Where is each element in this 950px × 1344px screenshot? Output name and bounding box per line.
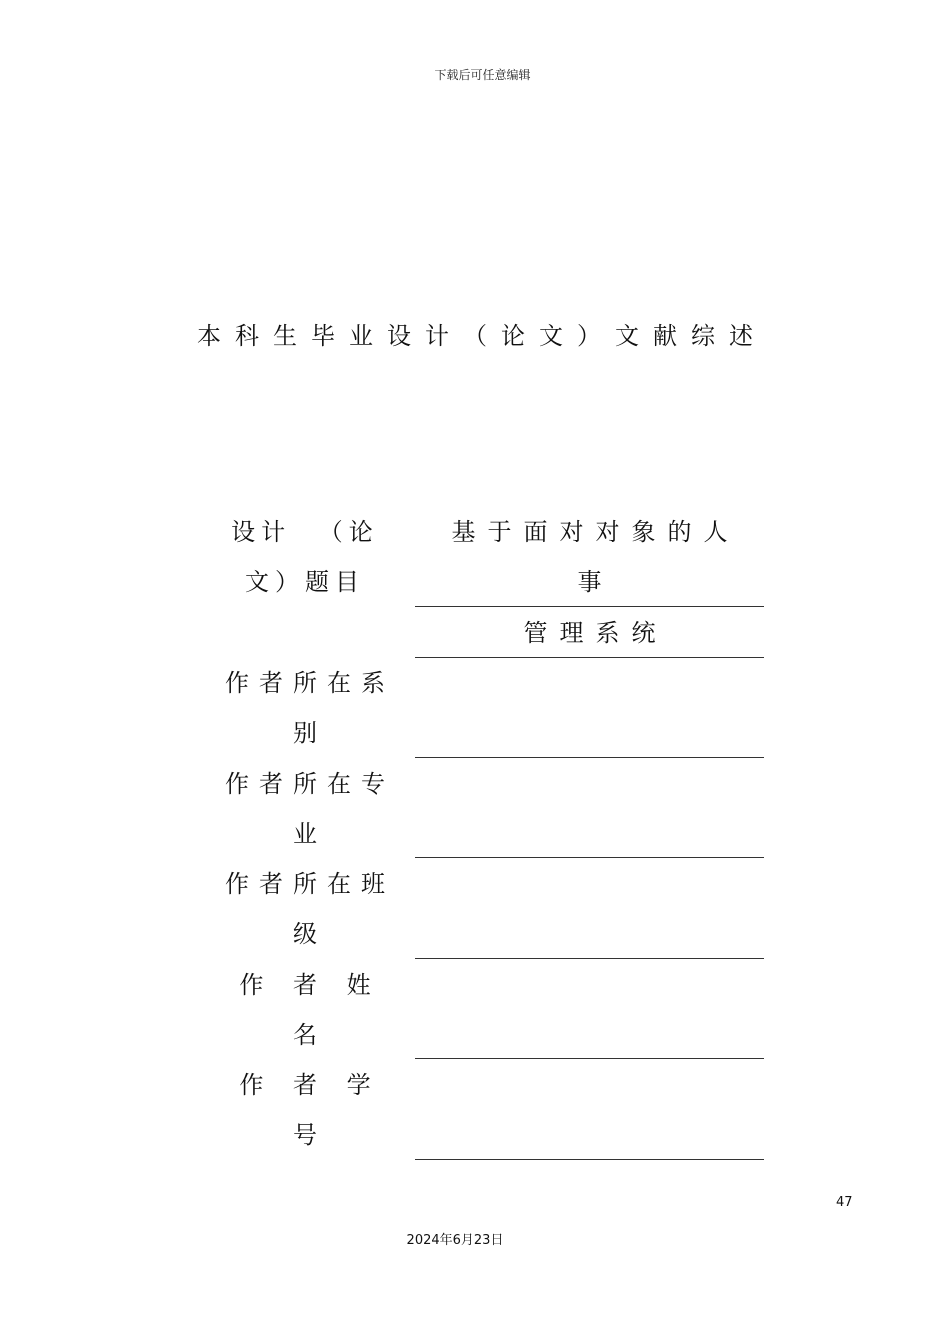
footer-date: 2024年6月23日 [406,1233,504,1248]
topic-value-line3: 管理系统 [523,619,668,647]
name-label-line1: 作 者 姓 [239,971,371,999]
department-rule [415,757,764,758]
topic-label-line1: 设计 （论 [231,518,379,546]
department-label-line1: 作者所在系 [225,669,395,697]
student-id-label-line1: 作 者 学 [239,1071,371,1099]
topic-rule-1 [415,606,764,607]
department-label-line2: 别 [293,719,317,747]
page-number: 47 [836,1195,853,1210]
student-id-rule [415,1159,764,1160]
document-title: 本科生毕业设计（论文）文献综述 [197,322,767,350]
class-rule [415,958,764,959]
topic-rule-2 [415,657,764,658]
topic-label-line2: 文）题目 [245,568,365,596]
major-rule [415,857,764,858]
header-note: 下载后可任意编辑 [434,68,531,82]
name-rule [415,1058,764,1059]
student-id-label-line2: 号 [293,1121,317,1149]
class-label-line1: 作者所在班 [225,870,395,898]
topic-value-line2: 事 [577,568,602,596]
class-label-line2: 级 [293,920,317,948]
topic-value-line1: 基于面对对象的人 [451,518,740,546]
major-label-line1: 作者所在专 [225,770,395,798]
name-label-line2: 名 [293,1021,317,1049]
major-label-line2: 业 [293,820,317,848]
